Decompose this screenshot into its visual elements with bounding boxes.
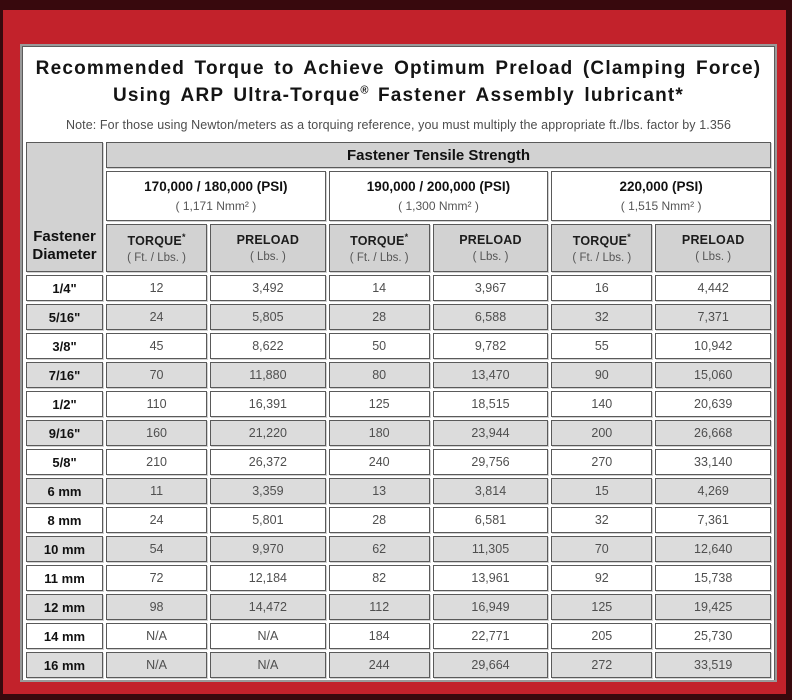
psi-group-header-220 <box>551 171 771 221</box>
torque-value-cell: 98 <box>106 594 207 620</box>
fastener-diameter-cell: 1/2" <box>26 391 103 417</box>
torque-asterisk: * <box>627 232 631 243</box>
red-border-frame <box>3 10 786 694</box>
fastener-diameter-cell: 9/16" <box>26 420 103 446</box>
torque-value-cell: 62 <box>329 536 430 562</box>
torque-table <box>23 139 774 681</box>
torque-label: TORQUE <box>350 234 405 249</box>
table-row <box>26 304 771 330</box>
preload-value-cell: 5,805 <box>210 304 326 330</box>
torque-value-cell: 28 <box>329 304 430 330</box>
torque-asterisk: * <box>404 232 409 243</box>
preload-column-header <box>655 224 771 272</box>
preload-value-cell: 26,372 <box>210 449 326 475</box>
title-line1: Recommended Torque to Achieve Optimum Preload (Clamping Force) <box>35 58 762 79</box>
psi-value: 170,000 / 180,000 (PSI) <box>144 179 288 195</box>
preload-value-cell: 33,519 <box>655 652 771 678</box>
torque-label: TORQUE <box>127 234 182 249</box>
psi-value: 220,000 (PSI) <box>619 179 703 195</box>
table-row <box>26 420 771 446</box>
torque-units: ( Ft. / Lbs. ) <box>572 252 632 265</box>
preload-value-cell: 11,880 <box>210 362 326 388</box>
table-row <box>26 478 771 504</box>
preload-value-cell: 20,639 <box>655 391 771 417</box>
torque-column-header <box>106 224 207 272</box>
preload-column-header <box>210 224 326 272</box>
torque-value-cell: 80 <box>329 362 430 388</box>
table-body <box>26 275 771 678</box>
preload-value-cell: 13,470 <box>433 362 549 388</box>
preload-value-cell: 21,220 <box>210 420 326 446</box>
torque-preload-header-row <box>26 224 771 272</box>
table-row <box>26 536 771 562</box>
fastener-diameter-cell: 3/8" <box>26 333 103 359</box>
torque-asterisk: * <box>181 232 186 243</box>
tensile-header-row <box>26 142 771 168</box>
preload-value-cell: 10,942 <box>655 333 771 359</box>
preload-value-cell: 3,814 <box>433 478 549 504</box>
preload-value-cell: 16,391 <box>210 391 326 417</box>
torque-value-cell: 160 <box>106 420 207 446</box>
torque-column-header <box>329 224 430 272</box>
torque-value-cell: 82 <box>329 565 430 591</box>
preload-value-cell: 12,640 <box>655 536 771 562</box>
preload-value-cell: 8,622 <box>210 333 326 359</box>
torque-value-cell: 72 <box>106 565 207 591</box>
torque-value-cell: 200 <box>551 420 652 446</box>
preload-value-cell: 25,730 <box>655 623 771 649</box>
torque-value-cell: 45 <box>106 333 207 359</box>
torque-value-cell: 272 <box>551 652 652 678</box>
torque-value-cell: 32 <box>551 507 652 533</box>
preload-value-cell: 12,184 <box>210 565 326 591</box>
torque-value-cell: 24 <box>106 304 207 330</box>
table-row <box>26 652 771 678</box>
fastener-diameter-header-line1: Fastener <box>33 227 96 245</box>
table-row <box>26 362 771 388</box>
torque-value-cell: 180 <box>329 420 430 446</box>
title-line2-pre: Using ARP Ultra-Torque <box>112 84 361 106</box>
preload-value-cell: 3,359 <box>210 478 326 504</box>
torque-value-cell: 28 <box>329 507 430 533</box>
fastener-diameter-cell: 5/16" <box>26 304 103 330</box>
torque-value-cell: 110 <box>106 391 207 417</box>
nmm-value: ( 1,515 Nmm² ) <box>620 199 702 214</box>
torque-value-cell: N/A <box>106 623 207 649</box>
preload-label: PRELOAD <box>459 233 522 248</box>
table-row <box>26 594 771 620</box>
fastener-diameter-cell: 8 mm <box>26 507 103 533</box>
preload-label: PRELOAD <box>236 233 300 248</box>
torque-value-cell: 205 <box>551 623 652 649</box>
torque-label: TORQUE <box>572 234 628 249</box>
fastener-diameter-cell: 6 mm <box>26 478 103 504</box>
preload-value-cell: 9,782 <box>433 333 549 359</box>
preload-value-cell: 14,472 <box>210 594 326 620</box>
title-line2 <box>113 85 684 106</box>
title-line2-post: Fastener Assembly lubricant* <box>368 84 685 106</box>
fastener-diameter-cell: 1/4" <box>26 275 103 301</box>
torque-value-cell: 13 <box>329 478 430 504</box>
table-row <box>26 507 771 533</box>
torque-value-cell: 92 <box>551 565 652 591</box>
preload-units: ( Lbs. ) <box>249 251 286 264</box>
table-row <box>26 333 771 359</box>
table-header <box>26 142 771 272</box>
fastener-diameter-cell: 11 mm <box>26 565 103 591</box>
preload-value-cell: 7,371 <box>655 304 771 330</box>
preload-value-cell: 4,269 <box>655 478 771 504</box>
preload-value-cell: 19,425 <box>655 594 771 620</box>
psi-group-header-170-180 <box>106 171 326 221</box>
torque-value-cell: 184 <box>329 623 430 649</box>
fastener-diameter-header <box>26 142 103 272</box>
preload-value-cell: 15,738 <box>655 565 771 591</box>
preload-value-cell: 23,944 <box>433 420 549 446</box>
torque-column-header <box>551 224 652 272</box>
preload-value-cell: 29,756 <box>433 449 549 475</box>
fastener-diameter-cell: 5/8" <box>26 449 103 475</box>
torque-value-cell: 244 <box>329 652 430 678</box>
fastener-diameter-cell: 7/16" <box>26 362 103 388</box>
torque-value-cell: 70 <box>551 536 652 562</box>
preload-value-cell: 13,961 <box>433 565 549 591</box>
fastener-diameter-header-line2: Diameter <box>32 246 97 264</box>
preload-value-cell: 18,515 <box>433 391 549 417</box>
preload-value-cell: 22,771 <box>433 623 549 649</box>
preload-value-cell: N/A <box>210 623 326 649</box>
tensile-strength-header: Fastener Tensile Strength <box>106 142 771 168</box>
torque-value-cell: 270 <box>551 449 652 475</box>
page-title <box>28 56 769 109</box>
registered-trademark-symbol: ® <box>360 84 369 97</box>
torque-value-cell: 140 <box>551 391 652 417</box>
fastener-diameter-cell: 14 mm <box>26 623 103 649</box>
preload-units: ( Lbs. ) <box>695 251 732 264</box>
table-row <box>26 623 771 649</box>
preload-value-cell: 16,949 <box>433 594 549 620</box>
psi-value: 190,000 / 200,000 (PSI) <box>366 179 511 195</box>
torque-value-cell: 14 <box>329 275 430 301</box>
torque-value-cell: 11 <box>106 478 207 504</box>
preload-value-cell: 15,060 <box>655 362 771 388</box>
torque-value-cell: 16 <box>551 275 652 301</box>
torque-value-cell: 12 <box>106 275 207 301</box>
torque-value-cell: 125 <box>551 594 652 620</box>
table-row <box>26 449 771 475</box>
fastener-diameter-cell: 16 mm <box>26 652 103 678</box>
preload-column-header <box>433 224 549 272</box>
preload-value-cell: 26,668 <box>655 420 771 446</box>
torque-value-cell: 15 <box>551 478 652 504</box>
torque-value-cell: 125 <box>329 391 430 417</box>
preload-label: PRELOAD <box>681 233 745 248</box>
preload-value-cell: 6,581 <box>433 507 549 533</box>
torque-units: ( Ft. / Lbs. ) <box>127 252 186 265</box>
preload-value-cell: 29,664 <box>433 652 549 678</box>
content-panel <box>20 44 777 682</box>
torque-value-cell: 210 <box>106 449 207 475</box>
preload-value-cell: 33,140 <box>655 449 771 475</box>
torque-value-cell: 70 <box>106 362 207 388</box>
preload-value-cell: 3,492 <box>210 275 326 301</box>
table-row <box>26 391 771 417</box>
psi-header-row <box>26 171 771 221</box>
note-text: Note: For those using Newton/meters as a torquing reference, you must multiply the appropriate ft./lbs. factor by 1.356 <box>65 118 731 133</box>
preload-value-cell: 5,801 <box>210 507 326 533</box>
psi-group-header-190-200 <box>329 171 549 221</box>
torque-value-cell: 32 <box>551 304 652 330</box>
torque-value-cell: 50 <box>329 333 430 359</box>
preload-value-cell: 7,361 <box>655 507 771 533</box>
preload-value-cell: 9,970 <box>210 536 326 562</box>
torque-value-cell: 54 <box>106 536 207 562</box>
torque-value-cell: 24 <box>106 507 207 533</box>
preload-value-cell: 4,442 <box>655 275 771 301</box>
torque-value-cell: 240 <box>329 449 430 475</box>
preload-value-cell: 6,588 <box>433 304 549 330</box>
torque-units: ( Ft. / Lbs. ) <box>349 252 409 265</box>
fastener-diameter-cell: 10 mm <box>26 536 103 562</box>
torque-value-cell: 90 <box>551 362 652 388</box>
preload-value-cell: 11,305 <box>433 536 549 562</box>
nmm-value: ( 1,171 Nmm² ) <box>175 199 257 214</box>
fastener-diameter-cell: 12 mm <box>26 594 103 620</box>
preload-units: ( Lbs. ) <box>472 251 509 264</box>
preload-value-cell: N/A <box>210 652 326 678</box>
table-row <box>26 275 771 301</box>
table-row <box>26 565 771 591</box>
nmm-value: ( 1,300 Nmm² ) <box>398 199 479 214</box>
torque-value-cell: 112 <box>329 594 430 620</box>
preload-value-cell: 3,967 <box>433 275 549 301</box>
torque-value-cell: 55 <box>551 333 652 359</box>
torque-value-cell: N/A <box>106 652 207 678</box>
